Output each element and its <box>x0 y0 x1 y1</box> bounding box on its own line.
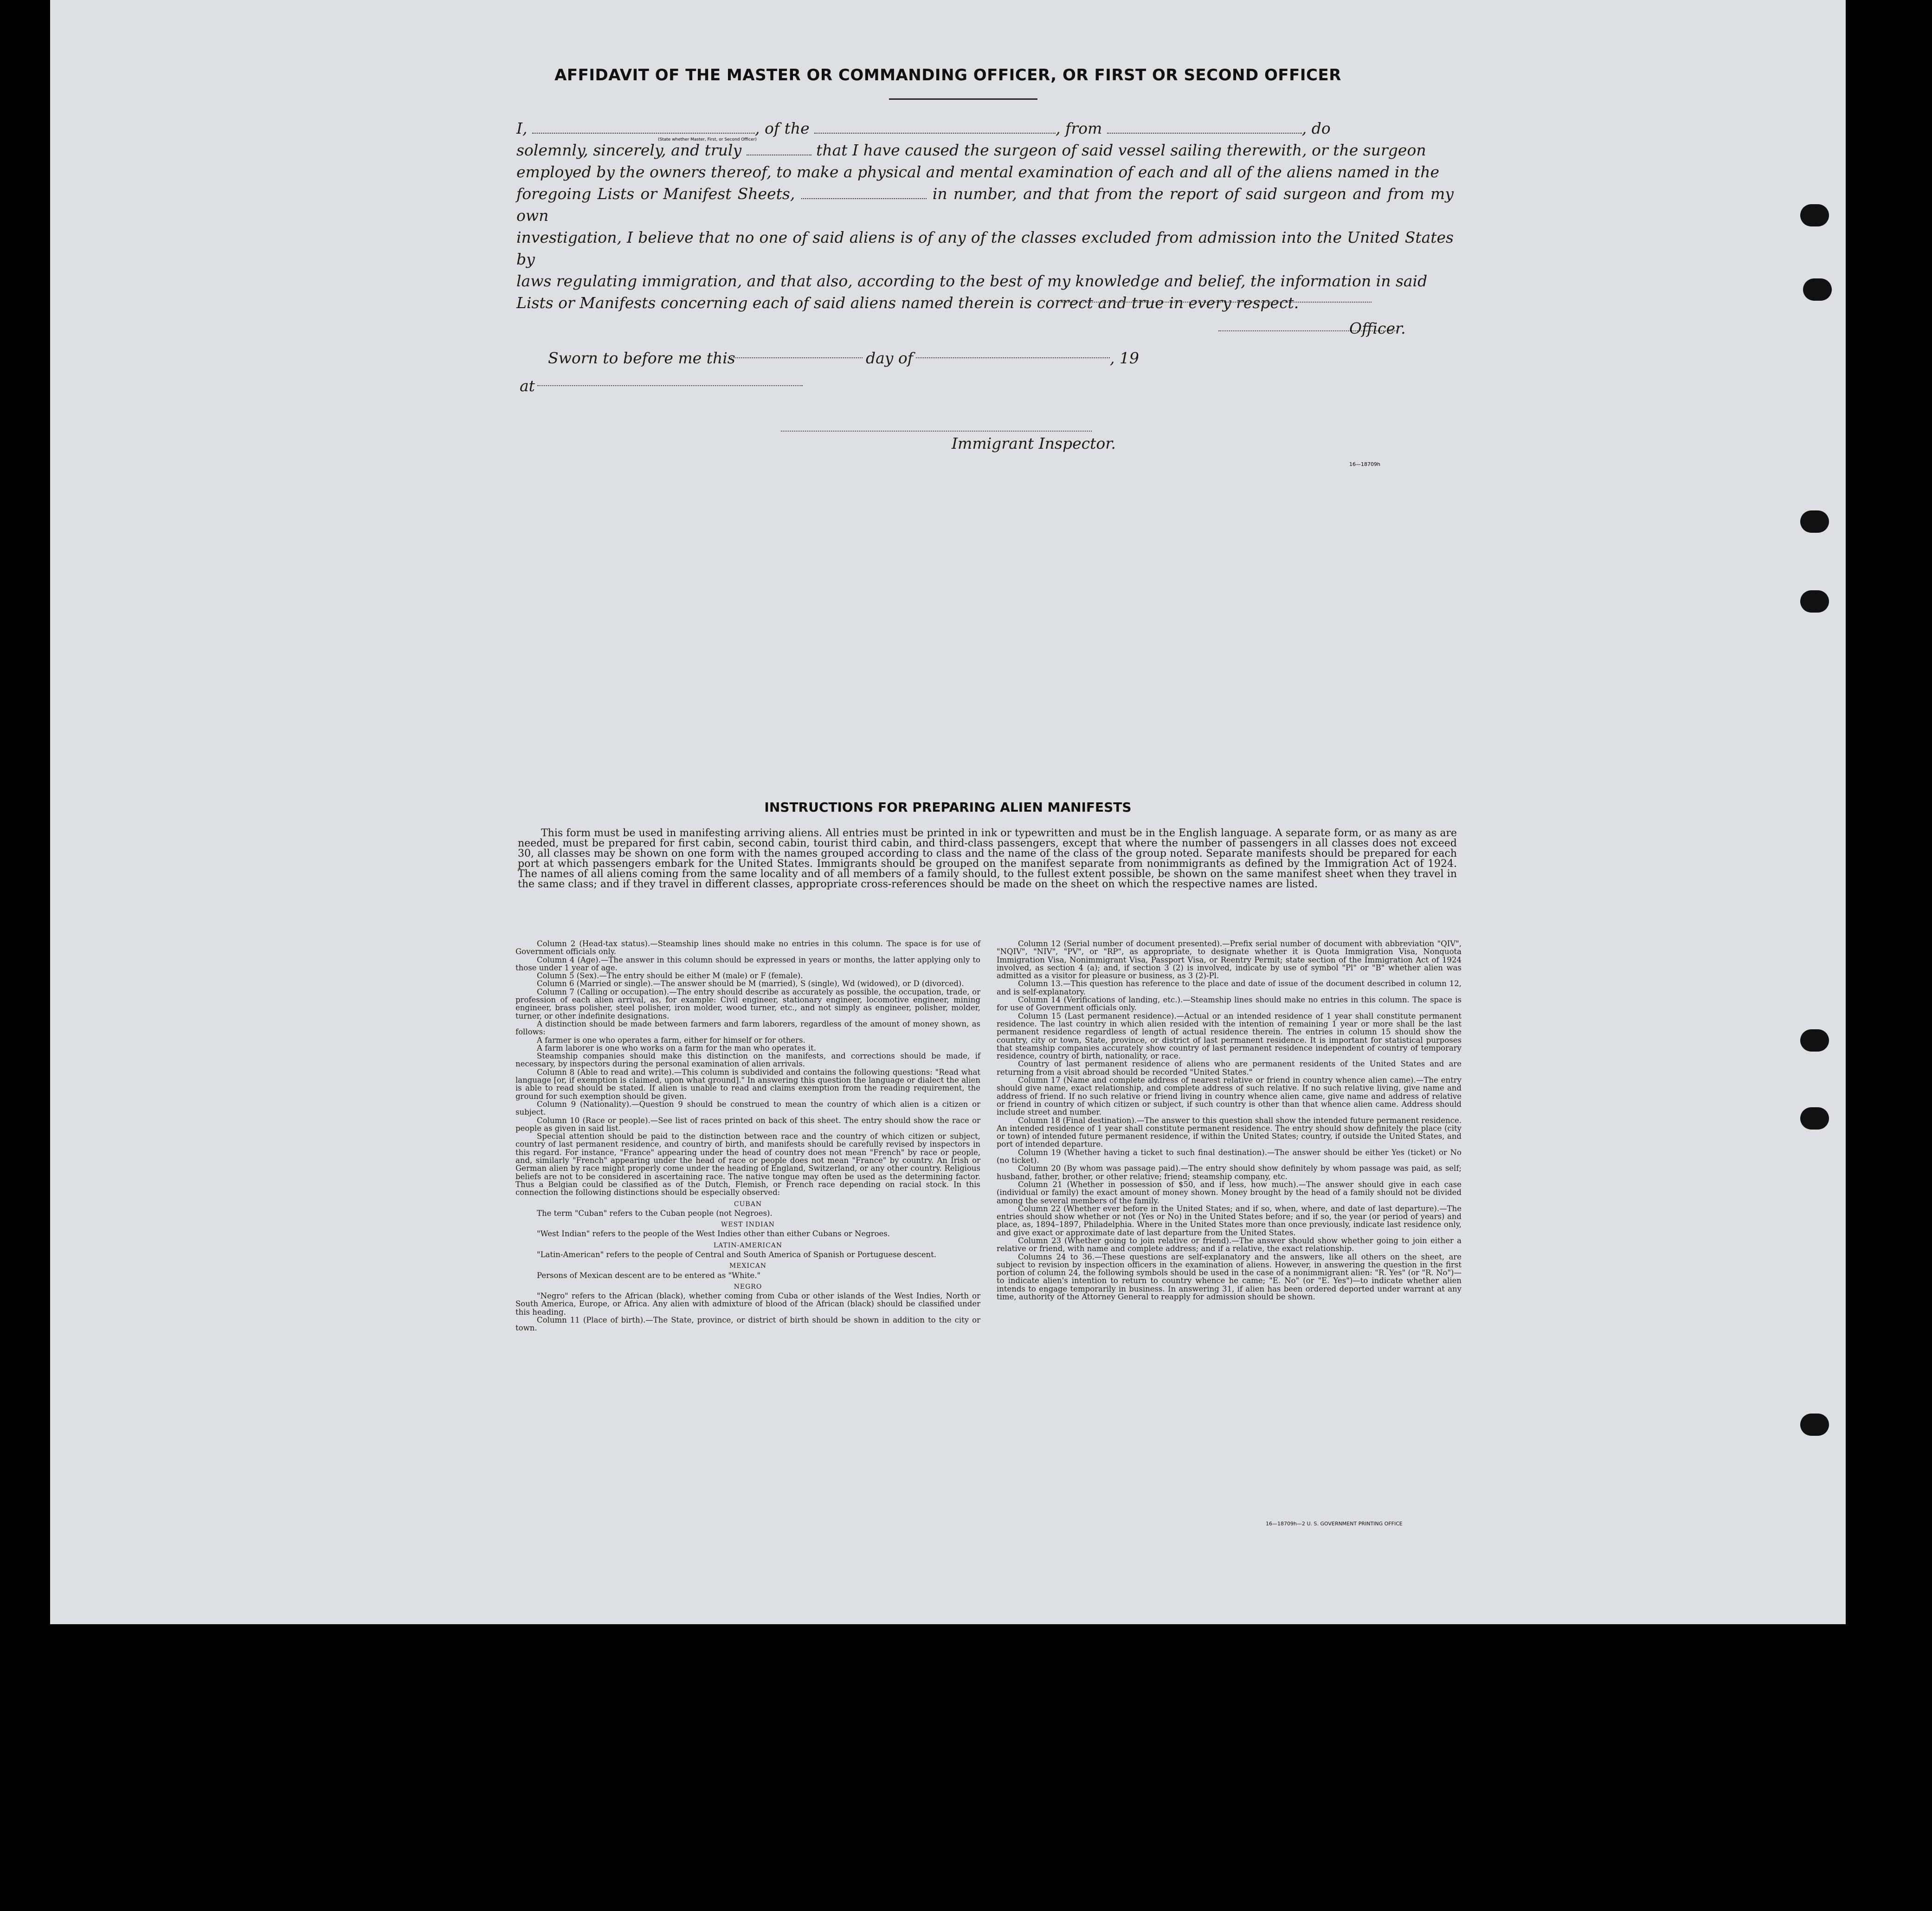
instr-col11: Column 11 (Place of birth).—The State, province, or district of birth should be shown in addition to the city or town. <box>515 1316 980 1333</box>
inspector-label: Immigrant Inspector. <box>952 434 1116 452</box>
instr-race-distinction: Special attention should be paid to the distinction between race and the country of which citizen or subject, country of last permanent residence, and country of birth, and manifests should be carefully revised by inspectors in this regard. For instance, "France" appearing under the head of country does not mean "French" by race or people, and, similarly "French" appearing under the head of race or people does not mean "France" by country. An Irish or German alien by race might properly come under the heading of England, Switzerland, or any other country. Religious beliefs are not to be considered in ascertaining race. The native tongue may often be used as the determining factor. Thus a Belgian could be classified as of the Dutch, Flemish, or French race depending on racial stock. In this connection the following distinctions should be especially observed: <box>515 1132 980 1197</box>
form-code: 16—18709h <box>1349 461 1380 467</box>
punch-hole-1 <box>1800 204 1829 226</box>
officer-label: Officer. <box>1349 319 1406 337</box>
punch-hole-4 <box>1800 590 1829 613</box>
instr-col7: Column 7 (Calling or occupation).—The entry should describe as accurately as possible, the occupation, trade, or profession of each alien arrival, as, for example: Civil engineer, stationary engineer, locomotive engineer, mining engineer, brass polisher, steel polisher, iron molder, wood turner, etc., and not simply as engineer, polisher, molder, turner, or other indefinite designations. <box>515 987 980 1020</box>
at-label: at <box>520 377 535 395</box>
document-page <box>50 0 1846 1624</box>
heading-west-indian: WEST INDIAN <box>721 1221 775 1229</box>
sworn-day-field[interactable] <box>731 357 863 358</box>
port-field[interactable] <box>1107 123 1302 134</box>
sworn-label: Sworn to before me this <box>548 349 735 367</box>
instr-col19: Column 19 (Whether having a ticket to such final destination).—The answer should be either Yes (ticket) or No (no ticket). <box>997 1148 1462 1165</box>
affidavit-text <box>516 117 1454 314</box>
instr-col2: Column 2 (Head-tax status).—Steamship lines should make no entries in this column. The space is for use of Government officials only. <box>515 939 980 956</box>
heading-negro: NEGRO <box>734 1283 762 1291</box>
instr-col20: Column 20 (By whom was passage paid).—The entry should show definitely by whom passage was paid, as self; husband, father, brother, or other relative; friend; steamship company, etc. <box>997 1164 1462 1181</box>
instr-col14: Column 14 (Verifications of landing, etc.).—Steamship lines should make no entries in this column. The space is for use of Government officials only. <box>997 995 1462 1013</box>
instr-cuban: The term "Cuban" refers to the Cuban people (not Negroes). <box>537 1208 773 1218</box>
aff-line2a: solemnly, sincerely, and truly <box>516 141 742 159</box>
punch-hole-2 <box>1803 278 1832 301</box>
aff-of-the: , of the <box>755 119 810 137</box>
day-of-label: day of <box>866 349 914 367</box>
instr-col9: Column 9 (Nationality).—Question 9 should be construed to mean the country of which alien is a citizen or subject. <box>515 1099 980 1117</box>
aff-line3: employed by the owners thereof, to make a physical and mental examination of each and all of the aliens named in the <box>516 163 1439 181</box>
punch-hole-3 <box>1800 510 1829 533</box>
instr-col18: Column 18 (Final destination).—The answer to this question shall show the intended future permanent residence. An intended residence of 1 year shall constitute permanent residence. The entry should show definitely the place (city or town) of intended future permanent residence, if within the United States; country, if outside the United States, and port of intended departure. <box>997 1116 1462 1149</box>
instr-latin-american: "Latin-American" refers to the people of Central and South America of Spanish or Portuguese descent. <box>537 1250 937 1259</box>
instr-col13: Column 13.—This question has reference to the place and date of issue of the document described in column 12, and is self-explanatory. <box>997 979 1462 996</box>
rank-note: (State whether Master, First, or Second Officer) <box>658 137 757 142</box>
aff-line5: investigation, I believe that no one of said aliens is of any of the classes excluded from admission into the United States by <box>516 228 1454 268</box>
instructions-title: INSTRUCTIONS FOR PREPARING ALIEN MANIFESTS <box>764 800 1132 815</box>
punch-hole-5 <box>1800 1029 1829 1052</box>
officer-rank-field[interactable] <box>532 123 755 134</box>
aff-line6: laws regulating immigration, and that also, according to the best of my knowledge and belief, the information in said <box>516 272 1428 290</box>
at-place-field[interactable] <box>537 385 803 386</box>
affidavit-title: AFFIDAVIT OF THE MASTER OR COMMANDING OFFICER, OR FIRST OR SECOND OFFICER <box>554 66 1341 84</box>
sworn-month-field[interactable] <box>916 357 1110 358</box>
printing-office-footer: 16—18709h—2 U. S. GOVERNMENT PRINTING OFFICE <box>1266 1521 1403 1527</box>
instr-col15: Column 15 (Last permanent residence).—Actual or an intended residence of 1 year shall constitute permanent residence. The last country in which alien resided with the intention of remaining 1 year or more shall be the last permanent residence regardless of length of actual residence therein. The entries in column 15 should show the country, city or town, State, province, or district of last permanent residence. It is important for statistical purposes that steamship companies accurately show country of last permanent residence independent of country of temporary residence, country of birth, nationality, or race. <box>997 1011 1462 1061</box>
aff-line4a: foregoing Lists or Manifest Sheets, <box>516 185 795 203</box>
instr-col8: Column 8 (Able to read and write).—This column is subdivided and contains the following questions: "Read what language [or, if exemption is claimed, upon what ground]." In answering this question the language or dialect the alien is able to read should be stated. If alien is unable to read and claims exemption from the reading requirement, the ground for such exemption should be given. <box>515 1067 980 1101</box>
instr-col12: Column 12 (Serial number of document presented).—Prefix serial number of document with abbreviation "QIV", "NQIV", "NIV", "PV", or "RP", as appropriate, to designate whether it is Quota Immigration Visa, Nonquota Immigration Visa, Nonimmigrant Visa, Passport Visa, or Reentry Permit; state section of the Immigration Act of 1924 involved, as section 4 (a); and, if section 3 (2) is involved, indicate by use of symbol "Pl" or "B" whether alien was admitted as a visitor for pleasure or business, as 3 (2)-Pl. <box>997 939 1462 981</box>
sheet-count-field[interactable] <box>801 188 927 199</box>
vessel-name-field[interactable] <box>814 123 1056 134</box>
instr-west-indian: "West Indian" refers to the people of the West Indies other than either Cubans or Negroes. <box>537 1229 890 1239</box>
year-label: , 19 <box>1110 349 1139 367</box>
inspector-signature-line[interactable] <box>781 431 1092 432</box>
aff-line2b: that I have caused the surgeon of said vessel sailing therewith, or the surgeon <box>816 141 1426 159</box>
instr-col17: Column 17 (Name and complete address of nearest relative or friend in country whence alien came).—The entry should give name, exact relationship, and complete address of such relative. If no such relative living, give name and address of friend. If no such relative or friend living in country whence alien came, give name and address of relative or friend in country of which citizen or subject, if such country is other than that whence alien came. Address should include street and number. <box>997 1076 1462 1117</box>
instructions-left-column <box>515 940 980 1332</box>
title-underline <box>889 98 1037 100</box>
instr-farm-laborer: A farm laborer is one who works on a farm for the man who operates it. <box>537 1043 817 1052</box>
instructions-right-column <box>997 940 1462 1301</box>
instr-col4: Column 4 (Age).—The answer in this column should be expressed in years or months, the latter applying only to those under 1 year of age. <box>515 955 980 972</box>
aff-line7: Lists or Manifests concerning each of said aliens named therein is correct and true in every respect. <box>516 294 1299 312</box>
aff-do: , do <box>1301 119 1331 137</box>
instr-col22: Column 22 (Whether ever before in the United States; and if so, when, where, and date of last departure).—The entries should show whether or not (Yes or No) in the United States before; and if so, the year (or period of years) and place, as, 1894–1897, Philadelphia. Where in the United States more than once previously, indicate last residence only, and give exact or approximate date of last departure from the United States. <box>997 1204 1462 1237</box>
instr-col23: Column 23 (Whether going to join relative or friend).—The answer should show whether going to join either a relative or friend, with name and complete address; and if a relative, the exact relationship. <box>997 1236 1462 1253</box>
heading-mexican: MEXICAN <box>729 1262 767 1270</box>
signature-line[interactable] <box>1061 302 1372 303</box>
instr-col10: Column 10 (Race or people).—See list of races printed on back of this sheet. The entry should show the race or people as given in said list. <box>515 1116 980 1133</box>
punch-hole-7 <box>1800 1414 1829 1436</box>
instr-col6: Column 6 (Married or single).—The answer should be M (married), S (single), Wd (widowed), or D (divorced). <box>537 979 964 988</box>
aff-i: I, <box>516 119 528 137</box>
instr-steamship: Steamship companies should make this distinction on the manifests, and corrections should be made, if necessary, by inspectors during the personal examination of alien arrivals. <box>515 1052 980 1069</box>
heading-latin-american: LATIN-AMERICAN <box>713 1241 783 1249</box>
instr-farm-distinction: A distinction should be made between farmers and farm laborers, regardless of the amount of money shown, as follows: <box>515 1019 980 1037</box>
instr-farmer: A farmer is one who operates a farm, either for himself or for others. <box>537 1035 805 1045</box>
instr-col24-36: Columns 24 to 36.—These questions are self-explanatory and the answers, like all others on the sheet, are subject to revision by inspection officers in the examination of aliens. However, in answering the question in the first portion of column 24, the following symbols should be used in the case of a nonimmigrant alien: "R. Yes" (or "R. No")—to indicate alien's intention to return to country whence he came; "E. No" (or "E. Yes")—to indicate whether alien intends to engage temporarily in business. In answering 31, if alien has been ordered deported under warrant at any time, authority of the Attorney General to reapply for admission should be shown. <box>997 1252 1462 1302</box>
aff-line4b: in number, and that from the report of said surgeon and from my own <box>516 185 1454 225</box>
instructions-intro: This form must be used in manifesting arriving aliens. All entries must be printed in ink or typewritten and must be in the English language. A separate form, or as many as are needed, must be prepared for first cabin, second cabin, tourist third cabin, and third-class passengers, except that where the number of passengers in all classes does not exceed 30, all classes may be shown on one form with the names grouped according to class and the name of the class of the group noted. Separate manifests should be prepared for each port at which passengers embark for the United States. Immigrants should be grouped on the manifest separate from nonimmigrants as defined by the Immigration Act of 1924. The names of all aliens coming from the same locality and of all members of a family should, to the fullest extent possible, be shown on the same manifest sheet when they travel in the same class; and if they travel in different classes, appropriate cross-references should be made on the sheet on which the respective names are listed. <box>518 827 1457 890</box>
aff-from: , from <box>1056 119 1102 137</box>
blank-field[interactable] <box>747 144 811 155</box>
heading-cuban: CUBAN <box>734 1200 762 1208</box>
instr-col21: Column 21 (Whether in possession of $50, and if less, how much).—The answer should give in each case (individual or family) the exact amount of money shown. Money brought by the head of a family should not be divided among the several members of the family. <box>997 1180 1462 1205</box>
instr-negro: "Negro" refers to the African (black), whether coming from Cuba or other islands of the West Indies, North or South America, Europe, or Africa. Any alien with admixture of blood of the African (black) should be classified under this heading. <box>515 1291 980 1317</box>
punch-hole-6 <box>1800 1107 1829 1130</box>
instr-mexican: Persons of Mexican descent are to be entered as "White." <box>537 1271 761 1280</box>
instr-last-residence: Country of last permanent residence of aliens who are permanent residents of the United States and are returning from a visit abroad should be recorded "United States." <box>997 1059 1462 1077</box>
instr-col5: Column 5 (Sex).—The entry should be either M (male) or F (female). <box>537 971 803 981</box>
